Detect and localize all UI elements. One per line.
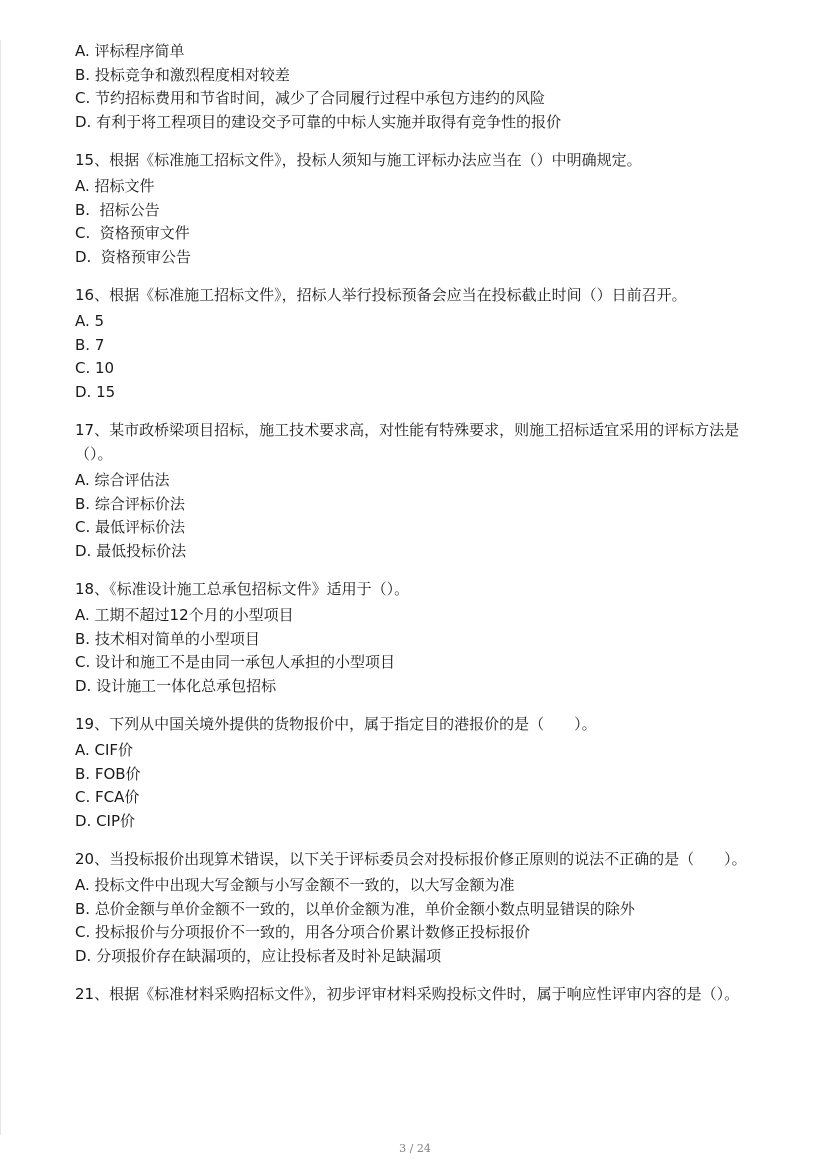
question-stem: 20、当投标报价出现算术错误，以下关于评标委员会对投标报价修正原则的说法不正确的是（ ）。 [75, 850, 747, 868]
option-c: C. FCA价 [75, 788, 140, 806]
page-footer: 3 / 24 [399, 1142, 431, 1155]
option-b: B. 7 [75, 335, 105, 354]
option-c: C. 10 [75, 359, 115, 377]
option-a: A. CIF价 [75, 741, 134, 759]
option-d: D. 有利于将工程项目的建设交予可靠的中标人实施并取得有竞争性的报价 [75, 112, 562, 131]
question-block-19 [75, 712, 755, 833]
option-c: C. 节约招标费用和节省时间，减少了合同履行过程中承包方违约的风险 [75, 89, 546, 107]
option-a: A. 工期不超过12个月的小型项目 [75, 606, 294, 624]
option-a: A. 招标文件 [75, 177, 155, 195]
option-b: B. 综合评标价法 [75, 494, 185, 513]
option-a: A. 投标文件中出现大写金额与小写金额不一致的，以大写金额为准 [75, 876, 515, 894]
question-block-15 [75, 148, 755, 269]
option-c: C. 资格预审文件 [75, 224, 190, 242]
option-d: D. 15 [75, 382, 116, 401]
question-stem: 19、下列从中国关境外提供的货物报价中，属于指定目的港报价的是（ ）。 [75, 715, 597, 733]
option-b: B. FOB价 [75, 764, 141, 783]
option-b: B. 技术相对简单的小型项目 [75, 629, 260, 648]
option-d: D. 设计施工一体化总承包招标 [75, 676, 277, 695]
document-body [75, 40, 755, 1020]
option-d: D. 资格预审公告 [75, 247, 191, 266]
option-c: C. 投标报价与分项报价不一致的，用各分项合价累计数修正投标报价 [75, 923, 531, 941]
option-b: B. 投标竞争和激烈程度相对较差 [75, 65, 290, 84]
question-block-17 [75, 418, 755, 563]
question-block-20 [75, 847, 755, 968]
question-stem: 18、《标准设计施工总承包招标文件》适用于（）。 [75, 580, 410, 598]
page-edge [0, 40, 1, 1135]
option-b: B. 招标公告 [75, 200, 160, 219]
option-d: D. CIP价 [75, 811, 136, 830]
option-c: C. 最低评标价法 [75, 518, 186, 536]
option-c: C. 设计和施工不是由同一承包人承担的小型项目 [75, 653, 396, 671]
question-stem: 15、根据《标准施工招标文件》，投标人须知与施工评标办法应当在（）中明确规定。 [75, 151, 642, 169]
question-block-14-continued [75, 40, 755, 134]
option-b: B. 总价金额与单价金额不一致的，以单价金额为准，单价金额小数点明显错误的除外 [75, 899, 635, 918]
question-block-16 [75, 283, 755, 404]
page-number: 3 [399, 1142, 407, 1155]
question-block-18 [75, 577, 755, 698]
question-stem: 21、根据《标准材料采购招标文件》，初步评审材料采购投标文件时，属于响应性评审内容的是（）。 [75, 985, 740, 1003]
question-stem: 17、某市政桥梁项目招标，施工技术要求高，对性能有特殊要求，则施工招标适宜采用的评标方法是（）。 [75, 421, 740, 463]
option-a: A. 评标程序简单 [75, 42, 185, 60]
question-stem: 16、根据《标准施工招标文件》，招标人举行投标预备会应当在投标截止时间（）日前召开。 [75, 286, 687, 304]
option-d: D. 最低投标价法 [75, 541, 187, 560]
option-a: A. 综合评估法 [75, 471, 170, 489]
option-d: D. 分项报价存在缺漏项的，应让投标者及时补足缺漏项 [75, 946, 442, 965]
question-block-21 [75, 982, 755, 1006]
page-total: 24 [416, 1142, 431, 1155]
option-a: A. 5 [75, 312, 105, 330]
